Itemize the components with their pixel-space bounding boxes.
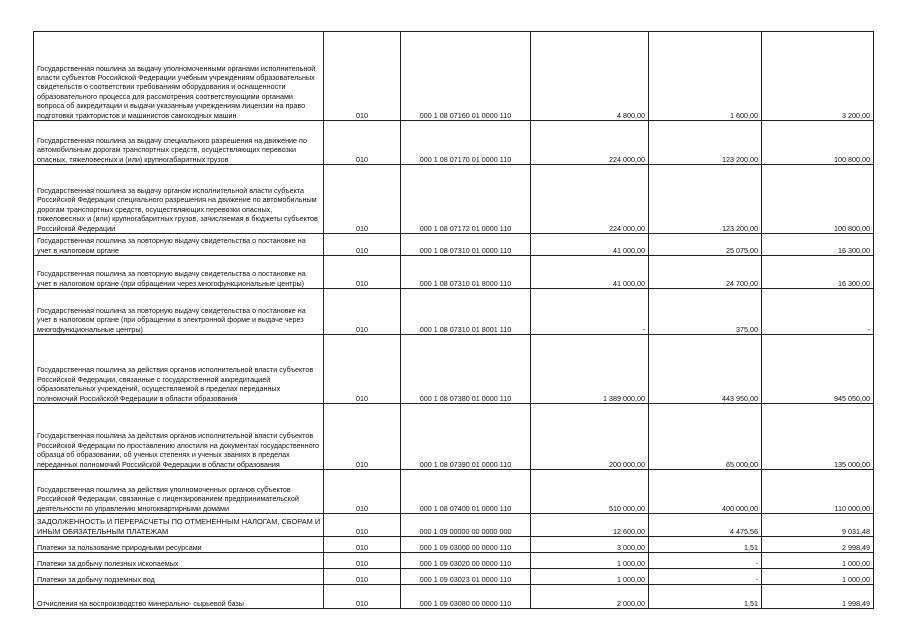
row-remaining-text: 1 998,49 [842,598,870,608]
row-remaining-cell [762,404,874,470]
row-executed-cell [649,234,762,256]
row-code-text: 010 [356,598,368,608]
row-name-cell [34,234,324,256]
row-kbk-cell [401,569,531,585]
row-remaining-cell [762,32,874,121]
row-kbk-cell [401,32,531,121]
row-code-cell [324,514,401,537]
row-plan-text: 2 000,00 [617,598,645,608]
row-remaining-cell [762,537,874,553]
row-executed-text: - [755,574,758,584]
row-executed-cell [649,537,762,553]
table-row [34,234,874,256]
table-row [34,470,874,514]
row-name-text: Государственная пошлина за выдачу органом исполнительной власти субъекта Российской Федерации специального разрешения на движение по автомобильным дорогам транспортных средств, осуществляющих перевозки опасных, тяжеловесных и (или) крупногабаритных грузов, зачисляемая в бюджеты субъектов Российской Федерации [37,185,318,233]
row-name-text: Платежи за добычу подземных вод [37,574,155,584]
row-kbk-text: 000 1 08 07172 01 0000 110 [419,223,512,233]
row-code-text: 010 [356,154,368,164]
row-executed-cell [649,121,762,165]
row-kbk-text: 000 1 08 07310 01 0000 110 [419,245,512,255]
row-executed-cell [649,289,762,335]
row-code-text: 010 [356,459,368,469]
row-plan-cell [531,32,649,121]
row-remaining-cell [762,585,874,609]
row-name-cell [34,165,324,234]
table-row [34,569,874,585]
row-remaining-cell [762,514,874,537]
row-remaining-text: 16 300,00 [838,245,870,255]
row-kbk-text: 000 1 09 03023 01 0000 110 [419,574,512,584]
row-name-cell [34,256,324,289]
row-code-cell [324,256,401,289]
row-remaining-text: 9 031,48 [842,526,870,536]
row-plan-text: 224 000,00 [609,223,645,233]
row-remaining-text: 110 000,00 [834,503,870,513]
row-kbk-cell [401,234,531,256]
row-code-text: 010 [356,223,368,233]
row-executed-cell [649,335,762,404]
row-code-text: 010 [356,542,368,552]
row-name-text: Государственная пошлина за выдачу уполномоченными органами исполнительной власти субъектов Российской Федерации учебным учреждениям образовательных свидетельств о соответствии требованиям оборудования и оснащенности образовательного процесса для рассмотрения соответствующими органами вопроса об аккредитации и выдачи указанным учреждениям лицензии на право подготовки трактористов и машинистов самоходных машин [37,63,316,120]
row-plan-text: 224 000,00 [609,154,645,164]
row-executed-text: 123 200,00 [722,223,758,233]
row-remaining-text: 2 998,49 [842,542,870,552]
row-plan-text: 41 000,00 [613,245,645,255]
table-row [34,256,874,289]
row-kbk-text: 000 1 08 07390 01 0000 110 [419,459,512,469]
row-code-text: 010 [356,558,368,568]
row-name-text: Государственная пошлина за повторную выдачу свидетельства о постановке на учет в налоговом органе [37,236,306,255]
row-executed-text: 375,00 [736,324,758,334]
row-remaining-text: 945 050,00 [834,393,870,403]
row-code-text: 010 [356,110,368,120]
row-kbk-cell [401,256,531,289]
row-code-cell [324,335,401,404]
row-name-cell [34,470,324,514]
row-executed-cell [649,569,762,585]
row-executed-text: 400 000,00 [722,503,758,513]
table-row [34,121,874,165]
row-kbk-text: 000 1 08 07310 01 8001 110 [419,324,512,334]
row-remaining-text: 16 300,00 [838,278,870,288]
row-kbk-text: 000 1 08 07310 01 8000 110 [419,278,512,288]
row-name-text: Государственная пошлина за действия органов исполнительной власти субъектов Российской Федерации, связанные с государственной аккредитацией образовательных учреждений, осуществляемой в пределах переданных полномочий Российской Федерации в области образования [37,365,314,403]
row-plan-cell [531,585,649,609]
row-code-cell [324,470,401,514]
row-kbk-text: 000 1 09 00000 00 0000 000 [419,526,512,536]
table-row [34,32,874,121]
row-plan-cell [531,335,649,404]
row-kbk-text: 000 1 09 03020 00 0000 110 [419,558,512,568]
row-executed-text: 65 000,00 [726,459,758,469]
row-code-text: 010 [356,393,368,403]
row-kbk-text: 000 1 08 07170 01 0000 110 [419,154,512,164]
row-executed-cell [649,514,762,537]
row-name-cell [34,553,324,569]
row-name-text: Платежи за пользование природными ресурсами [37,542,202,552]
row-code-text: 010 [356,503,368,513]
row-remaining-cell [762,256,874,289]
row-executed-text: - [755,558,758,568]
row-kbk-cell [401,165,531,234]
row-plan-cell [531,553,649,569]
table-row [34,335,874,404]
row-code-cell [324,553,401,569]
row-plan-text: 1 389 000,00 [603,393,645,403]
table-row [34,514,874,537]
row-code-cell [324,569,401,585]
row-name-text: Государственная пошлина за выдачу специального разрешения на движение по автомобильным дорогам транспортных средств, осуществляющих перевозки опасных, тяжеловесных и (или) крупногабаритных грузов [37,135,307,164]
row-kbk-text: 000 1 08 07160 01 0000 110 [419,110,512,120]
row-code-cell [324,289,401,335]
row-executed-cell [649,585,762,609]
row-remaining-text: 100 800,00 [834,154,870,164]
row-executed-cell [649,470,762,514]
row-plan-cell [531,121,649,165]
row-code-text: 010 [356,278,368,288]
row-name-text: Государственная пошлина за повторную выдачу свидетельства о постановке на учет в налоговом органе (при обращении через многофункциональные центры) [37,269,306,288]
row-kbk-cell [401,585,531,609]
row-remaining-cell [762,553,874,569]
row-remaining-cell [762,335,874,404]
row-name-cell [34,289,324,335]
row-code-text: 010 [356,324,368,334]
row-executed-text: 1,51 [744,542,758,552]
row-executed-text: 1,51 [744,598,758,608]
row-remaining-cell [762,165,874,234]
row-executed-cell [649,404,762,470]
row-plan-text: 4 800,00 [617,110,645,120]
row-plan-cell [531,404,649,470]
table-row [34,404,874,470]
row-plan-cell [531,289,649,335]
row-code-cell [324,32,401,121]
row-plan-text: - [642,324,645,334]
row-name-text: Платежи за добычу полезных ископаемых [37,558,179,568]
row-kbk-cell [401,289,531,335]
row-kbk-cell [401,553,531,569]
row-name-cell [34,514,324,537]
row-name-cell [34,32,324,121]
row-executed-text: 1 600,00 [730,110,758,120]
row-code-text: 010 [356,245,368,255]
row-kbk-cell [401,537,531,553]
row-plan-text: 1 000,00 [617,558,645,568]
row-kbk-text: 000 1 09 03080 00 0000 110 [419,598,512,608]
row-kbk-cell [401,470,531,514]
row-name-cell [34,121,324,165]
row-code-cell [324,121,401,165]
income-table [33,31,874,609]
table-row [34,553,874,569]
row-plan-text: 3 000,00 [617,542,645,552]
row-plan-cell [531,514,649,537]
row-executed-text: 123 200,00 [722,154,758,164]
row-name-cell [34,404,324,470]
row-name-text: Государственная пошлина за повторную выдачу свидетельства о постановке на учет в налоговом органе (при обращении в электронной форме и выдаче через многофункциональные центры) [37,305,306,334]
row-remaining-cell [762,234,874,256]
row-plan-cell [531,569,649,585]
row-executed-cell [649,165,762,234]
row-executed-cell [649,256,762,289]
row-code-cell [324,585,401,609]
row-kbk-cell [401,404,531,470]
row-name-cell [34,335,324,404]
row-name-cell [34,537,324,553]
table-row [34,289,874,335]
row-name-text: Государственная пошлина за действия уполномоченных органов субъектов Российской Федерации, связанные с лицензированием предпринимательской деятельности по управлению многоквартирными домами [37,484,299,513]
row-name-text: Государственная пошлина за действия органов исполнительной власти субъектов Российской Федерации по проставлению апостиля на документах государственного образца об образовании, об ученых степенях и ученых званиях в пределах переданных полномочий Российской Федерации в области образования [37,431,320,469]
row-plan-text: 200 000,00 [609,459,645,469]
row-remaining-text: 135 000,00 [834,459,870,469]
row-remaining-text: 100 800,00 [834,223,870,233]
row-plan-cell [531,165,649,234]
row-remaining-text: 3 200,00 [842,110,870,120]
row-name-cell [34,569,324,585]
row-code-text: 010 [356,526,368,536]
row-code-cell [324,234,401,256]
row-plan-cell [531,256,649,289]
row-kbk-text: 000 1 08 07400 01 0000 110 [419,503,512,513]
row-code-text: 010 [356,574,368,584]
budget-execution-sheet [33,31,873,609]
row-plan-cell [531,537,649,553]
row-kbk-cell [401,514,531,537]
row-kbk-cell [401,121,531,165]
row-plan-text: 510 000,00 [609,503,645,513]
row-executed-cell [649,553,762,569]
row-remaining-text: 1 000,00 [842,558,870,568]
row-executed-text: 4 475,56 [730,526,758,536]
row-name-text: Отчисления на воспроизводство минерально- сырьевой базы [37,598,244,608]
row-plan-text: 1 000,00 [617,574,645,584]
row-plan-text: 41 000,00 [613,278,645,288]
row-code-cell [324,165,401,234]
row-name-text: ЗАДОЛЖЕННОСТЬ И ПЕРЕРАСЧЕТЫ ПО ОТМЕНЕННЫМ НАЛОГАМ, СБОРАМ И ИНЫМ ОБЯЗАТЕЛЬНЫМ ПЛАТЕЖАМ [37,517,321,536]
row-executed-text: 443 950,00 [722,393,758,403]
row-remaining-cell [762,569,874,585]
table-row [34,585,874,609]
row-code-cell [324,537,401,553]
row-plan-cell [531,234,649,256]
row-plan-cell [531,470,649,514]
row-executed-text: 25 075,00 [726,245,758,255]
row-remaining-cell [762,470,874,514]
row-executed-text: 24 700,00 [726,278,758,288]
row-remaining-cell [762,289,874,335]
table-body [34,32,874,609]
row-remaining-text: 1 000,00 [842,574,870,584]
row-kbk-cell [401,335,531,404]
row-kbk-text: 000 1 09 03000 00 0000 110 [419,542,512,552]
table-row [34,165,874,234]
row-remaining-text: - [867,324,870,334]
row-kbk-text: 000 1 08 07380 01 0000 110 [419,393,512,403]
table-row [34,537,874,553]
row-name-cell [34,585,324,609]
row-executed-cell [649,32,762,121]
row-plan-text: 12 600,00 [613,526,645,536]
row-remaining-cell [762,121,874,165]
row-code-cell [324,404,401,470]
